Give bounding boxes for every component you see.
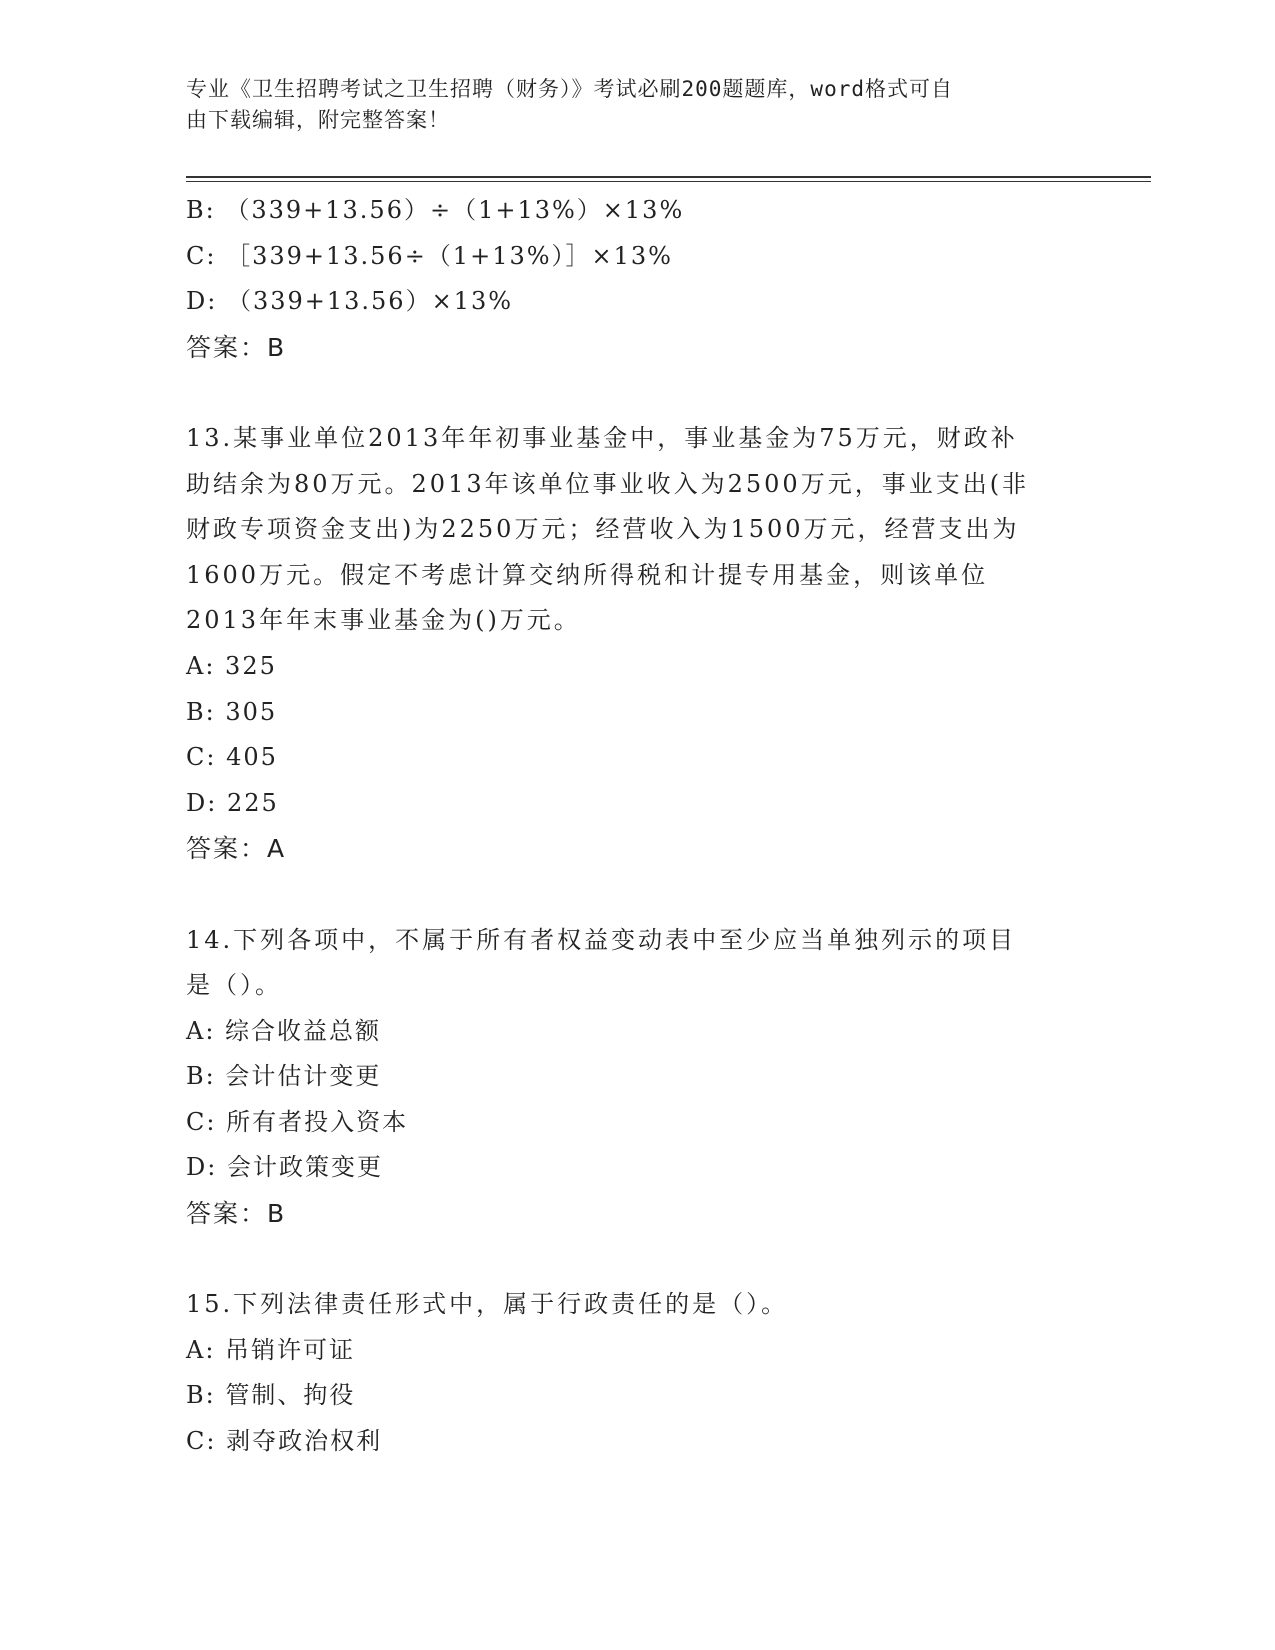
question-text-line: 财政专项资金支出)为2250万元；经营收入为1500万元，经营支出为 [186, 515, 1020, 544]
answer: 答案：A [186, 834, 287, 864]
question-text-line: 是（）。 [186, 971, 282, 1000]
question-text-line: 15.下列法律责任形式中，属于行政责任的是（）。 [186, 1290, 789, 1319]
option-c: C: 405 [186, 743, 278, 772]
option-a: A: 吊销许可证 [186, 1335, 356, 1364]
option-d: D: （339+13.56）×13% [186, 287, 514, 316]
spacer [186, 370, 1086, 416]
document-header [186, 74, 1086, 136]
option-a: A: 325 [186, 651, 277, 680]
question-13 [186, 416, 1086, 872]
spacer [186, 1237, 1086, 1283]
option-b: B: 305 [186, 697, 278, 726]
question-12 [186, 188, 1086, 370]
option-c: C: 所有者投入资本 [186, 1107, 409, 1136]
question-text-line: 1600万元。假定不考虑计算交纳所得税和计提专用基金，则该单位 [186, 560, 989, 589]
header-rule-thin [186, 181, 1151, 182]
answer: 答案：B [186, 1199, 287, 1229]
header-line-1: 专业《卫生招聘考试之卫生招聘（财务）》考试必刷200题题库，word格式可自 [186, 77, 953, 101]
question-text-line: 14.下列各项中，不属于所有者权益变动表中至少应当单独列示的项目 [186, 925, 1017, 954]
option-c: C: 剥夺政治权利 [186, 1427, 383, 1456]
question-text-line: 13.某事业单位2013年年初事业基金中，事业基金为75万元，财政补 [186, 423, 1018, 452]
document-body [186, 188, 1086, 1465]
answer: 答案：B [186, 332, 287, 362]
option-a: A: 综合收益总额 [186, 1016, 382, 1045]
option-d: D: 225 [186, 788, 279, 817]
option-c: C: ［339+13.56÷（1+13%）］×13% [186, 241, 673, 270]
option-b: B: （339+13.56）÷（1+13%）×13% [186, 196, 685, 224]
question-15 [186, 1282, 1086, 1464]
spacer [186, 872, 1086, 918]
option-b: B: 会计估计变更 [186, 1062, 382, 1091]
header-line-2: 由下载编辑，附完整答案！ [186, 108, 450, 132]
question-text-line: 2013年年末事业基金为()万元。 [186, 606, 581, 635]
question-text-line: 助结余为80万元。2013年该单位事业收入为2500万元，事业支出(非 [186, 469, 1030, 498]
header-rule-thick [186, 176, 1151, 178]
question-14 [186, 918, 1086, 1237]
option-b: B: 管制、拘役 [186, 1381, 356, 1410]
option-d: D: 会计政策变更 [186, 1153, 383, 1182]
